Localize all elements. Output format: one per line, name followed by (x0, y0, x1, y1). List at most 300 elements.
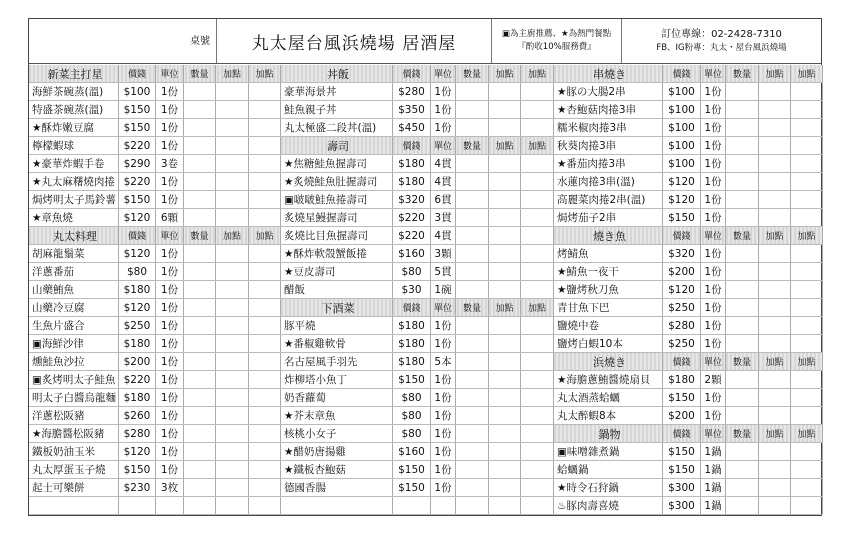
quantity-field[interactable] (456, 227, 489, 244)
section-header (554, 227, 823, 245)
add-order-field[interactable] (216, 353, 249, 370)
add-order-field[interactable] (759, 479, 791, 496)
add-order-field[interactable] (249, 281, 281, 298)
quantity-field[interactable] (456, 371, 489, 388)
add-order-field[interactable] (216, 209, 249, 226)
item-price: $180 (393, 155, 431, 172)
menu-item-row (281, 191, 554, 209)
quantity-field[interactable] (184, 407, 216, 424)
quantity-field[interactable] (726, 407, 759, 424)
add-order-field[interactable] (521, 317, 554, 334)
add-order-field[interactable] (791, 335, 823, 352)
add-order-field[interactable] (249, 173, 281, 190)
item-price: $230 (119, 479, 156, 496)
add-order-header: 加點 (791, 227, 823, 244)
add-order-field[interactable] (489, 335, 521, 352)
item-name: 名古屋風手羽先 (281, 353, 393, 370)
add-order-field[interactable] (759, 155, 791, 172)
add-order-field[interactable] (489, 191, 521, 208)
item-unit: 1份 (431, 317, 456, 334)
add-order-field[interactable] (521, 425, 554, 442)
quantity-field[interactable] (726, 137, 759, 154)
quantity-field[interactable] (726, 497, 759, 514)
item-price: $280 (393, 83, 431, 100)
add-order-header: 加點 (791, 425, 823, 442)
add-order-field[interactable] (216, 155, 249, 172)
add-order-field[interactable] (521, 263, 554, 280)
item-name: 水蓮肉捲3串(溫) (554, 173, 663, 190)
section-header (554, 65, 823, 83)
add-order-field[interactable] (791, 173, 823, 190)
item-price: $200 (663, 263, 701, 280)
quantity-field[interactable] (726, 83, 759, 100)
menu-item-row (29, 83, 281, 101)
add-order-field[interactable] (521, 155, 554, 172)
add-order-field[interactable] (489, 119, 521, 136)
item-unit: 1份 (701, 407, 726, 424)
section-title: 丸太料理 (29, 227, 119, 244)
add-order-field[interactable] (791, 155, 823, 172)
item-name: 豚平燒 (281, 317, 393, 334)
add-order-field[interactable] (791, 119, 823, 136)
menu-item-row (281, 407, 554, 425)
add-order-field[interactable] (791, 479, 823, 496)
item-name: 烤鯖魚 (554, 245, 663, 262)
add-order-field[interactable] (249, 407, 281, 424)
menu-table (28, 18, 822, 516)
quantity-field[interactable] (726, 281, 759, 298)
menu-item-row (29, 119, 281, 137)
add-order-field[interactable] (216, 83, 249, 100)
item-price: $260 (119, 407, 156, 424)
item-price: $350 (393, 101, 431, 118)
add-order-field[interactable] (489, 281, 521, 298)
item-name: 糯米椒肉捲3串 (554, 119, 663, 136)
item-unit: 1份 (156, 101, 184, 118)
quantity-field[interactable] (456, 389, 489, 406)
quantity-field[interactable] (456, 353, 489, 370)
item-unit: 3顆 (431, 245, 456, 262)
add-order-field[interactable] (249, 263, 281, 280)
quantity-field[interactable] (456, 209, 489, 226)
service-charge-note: 『酌收10%服務費』 (517, 42, 596, 52)
add-order-field[interactable] (489, 371, 521, 388)
add-order-field[interactable] (489, 245, 521, 262)
item-price: $150 (663, 209, 701, 226)
add-order-field[interactable] (791, 389, 823, 406)
quantity-field[interactable] (184, 119, 216, 136)
quantity-field[interactable] (456, 101, 489, 118)
add-order-field[interactable] (521, 443, 554, 460)
add-order-field[interactable] (759, 209, 791, 226)
add-order-field[interactable] (759, 389, 791, 406)
quantity-field[interactable] (456, 263, 489, 280)
add-order-field[interactable] (759, 461, 791, 478)
item-price: $180 (393, 353, 431, 370)
item-name: ★鹽烤秋刀魚 (554, 281, 663, 298)
item-unit: 1份 (156, 299, 184, 316)
quantity-field[interactable] (456, 461, 489, 478)
add-order-field[interactable] (249, 137, 281, 154)
quantity-field[interactable] (726, 335, 759, 352)
add-order-field[interactable] (216, 281, 249, 298)
add-order-field[interactable] (759, 83, 791, 100)
item-unit: 1份 (156, 173, 184, 190)
add-order-field[interactable] (791, 101, 823, 118)
item-unit: 1份 (156, 371, 184, 388)
item-unit: 1份 (701, 137, 726, 154)
add-order-field[interactable] (216, 335, 249, 352)
quantity-field[interactable] (184, 263, 216, 280)
quantity-field[interactable] (726, 299, 759, 316)
item-name: ▣啵啵鮭魚捲壽司 (281, 191, 393, 208)
item-price: $180 (393, 173, 431, 190)
add-order-field[interactable] (759, 335, 791, 352)
add-order-field[interactable] (521, 479, 554, 496)
item-unit: 1份 (701, 209, 726, 226)
add-order-field[interactable] (521, 83, 554, 100)
quantity-field[interactable] (456, 281, 489, 298)
add-order-field[interactable] (521, 173, 554, 190)
add-order-field[interactable] (521, 335, 554, 352)
item-name: 焗烤茄子2串 (554, 209, 663, 226)
add-order-field[interactable] (249, 353, 281, 370)
quantity-field[interactable] (184, 335, 216, 352)
menu-item-row (554, 191, 823, 209)
add-order-field[interactable] (759, 263, 791, 280)
add-order-field[interactable] (489, 353, 521, 370)
add-order-field[interactable] (489, 443, 521, 460)
quantity-field[interactable] (456, 245, 489, 262)
add-order-field[interactable] (216, 371, 249, 388)
item-unit: 1份 (701, 389, 726, 406)
add-order-field[interactable] (791, 263, 823, 280)
add-order-field[interactable] (791, 461, 823, 478)
add-order-field[interactable] (489, 227, 521, 244)
quantity-header: 數量 (726, 227, 759, 244)
add-order-field[interactable] (521, 461, 554, 478)
item-price: $220 (119, 173, 156, 190)
quantity-field[interactable] (456, 497, 489, 514)
quantity-field[interactable] (456, 83, 489, 100)
add-order-field[interactable] (759, 173, 791, 190)
quantity-field[interactable] (184, 191, 216, 208)
add-order-field[interactable] (249, 83, 281, 100)
quantity-field[interactable] (456, 191, 489, 208)
item-price: $290 (119, 155, 156, 172)
item-unit: 4貫 (431, 227, 456, 244)
add-order-field[interactable] (791, 443, 823, 460)
add-order-field[interactable] (521, 281, 554, 298)
item-unit: 1份 (156, 335, 184, 352)
add-order-field[interactable] (216, 317, 249, 334)
add-order-field[interactable] (521, 119, 554, 136)
quantity-field[interactable] (726, 101, 759, 118)
quantity-field[interactable] (184, 173, 216, 190)
add-order-field[interactable] (489, 389, 521, 406)
quantity-field[interactable] (184, 209, 216, 226)
quantity-field[interactable] (726, 389, 759, 406)
quantity-field[interactable] (184, 371, 216, 388)
add-order-field[interactable] (759, 119, 791, 136)
quantity-field[interactable] (184, 461, 216, 478)
add-order-field[interactable] (521, 191, 554, 208)
quantity-field[interactable] (726, 461, 759, 478)
quantity-field[interactable] (184, 281, 216, 298)
quantity-field[interactable] (184, 425, 216, 442)
menu-item-row (29, 263, 281, 281)
quantity-header: 數量 (726, 425, 759, 442)
menu-item-row (29, 461, 281, 479)
item-name: 鹽燒中卷 (554, 317, 663, 334)
item-name: 炙燒比目魚握壽司 (281, 227, 393, 244)
add-order-field[interactable] (216, 173, 249, 190)
add-order-field[interactable] (216, 137, 249, 154)
quantity-field[interactable] (184, 389, 216, 406)
add-order-field[interactable] (249, 245, 281, 262)
quantity-field[interactable] (456, 155, 489, 172)
quantity-field[interactable] (184, 353, 216, 370)
item-unit: 1份 (156, 353, 184, 370)
item-name: 炸柳塔小魚丁 (281, 371, 393, 388)
item-price: $100 (663, 119, 701, 136)
quantity-field[interactable] (726, 317, 759, 334)
add-order-field[interactable] (249, 101, 281, 118)
add-order-field[interactable] (249, 479, 281, 496)
add-order-field[interactable] (249, 299, 281, 316)
quantity-field[interactable] (184, 245, 216, 262)
item-price: $150 (663, 461, 701, 478)
item-price: $150 (393, 371, 431, 388)
quantity-field[interactable] (184, 101, 216, 118)
sheet-header (29, 19, 821, 64)
add-order-field[interactable] (521, 353, 554, 370)
quantity-field[interactable] (726, 209, 759, 226)
item-price: $80 (393, 425, 431, 442)
add-order-header: 加點 (759, 425, 791, 442)
restaurant-title: 丸太屋台風浜燒場 居酒屋 (251, 33, 457, 54)
add-order-field[interactable] (249, 425, 281, 442)
add-order-field[interactable] (791, 497, 823, 514)
add-order-field[interactable] (216, 101, 249, 118)
section-title: 燒き魚 (554, 227, 663, 244)
add-order-field[interactable] (216, 245, 249, 262)
item-price: $150 (393, 479, 431, 496)
item-price: $120 (663, 191, 701, 208)
quantity-field[interactable] (726, 155, 759, 172)
add-order-field[interactable] (249, 371, 281, 388)
add-order-field[interactable] (521, 407, 554, 424)
add-order-field[interactable] (759, 245, 791, 262)
menu-item-row (281, 443, 554, 461)
add-order-field[interactable] (521, 371, 554, 388)
add-order-field[interactable] (521, 209, 554, 226)
add-order-field[interactable] (249, 209, 281, 226)
add-order-field[interactable] (791, 191, 823, 208)
item-unit: 1份 (431, 425, 456, 442)
add-order-header: 加點 (216, 227, 249, 244)
add-order-field[interactable] (489, 209, 521, 226)
add-order-field[interactable] (791, 137, 823, 154)
add-order-field[interactable] (521, 101, 554, 118)
quantity-field[interactable] (184, 155, 216, 172)
menu-item-row (554, 101, 823, 119)
menu-item-row (554, 137, 823, 155)
section-title: 新菜主打星 (29, 65, 119, 82)
quantity-field[interactable] (456, 407, 489, 424)
add-order-field[interactable] (216, 263, 249, 280)
item-name: 洋蔥松阪豬 (29, 407, 119, 424)
add-order-field[interactable] (249, 497, 281, 514)
add-order-field[interactable] (759, 497, 791, 514)
section-header (29, 65, 281, 83)
add-order-field[interactable] (791, 317, 823, 334)
quantity-field[interactable] (184, 137, 216, 154)
quantity-field[interactable] (456, 443, 489, 460)
add-order-field[interactable] (216, 497, 249, 514)
add-order-field[interactable] (521, 227, 554, 244)
add-order-field[interactable] (759, 371, 791, 388)
quantity-field[interactable] (456, 119, 489, 136)
add-order-field[interactable] (489, 155, 521, 172)
item-name: ★焦糖鮭魚握壽司 (281, 155, 393, 172)
add-order-field[interactable] (249, 443, 281, 460)
item-unit: 1份 (156, 245, 184, 262)
add-order-field[interactable] (216, 407, 249, 424)
item-price: $120 (663, 173, 701, 190)
item-unit: 1份 (701, 335, 726, 352)
add-order-field[interactable] (759, 443, 791, 460)
add-order-field[interactable] (216, 461, 249, 478)
add-order-field[interactable] (489, 101, 521, 118)
add-order-field[interactable] (216, 425, 249, 442)
quantity-field[interactable] (184, 317, 216, 334)
menu-item-row (281, 281, 554, 299)
add-order-field[interactable] (249, 461, 281, 478)
add-order-header: 加點 (521, 65, 554, 82)
item-price: $320 (393, 191, 431, 208)
quantity-field[interactable] (726, 245, 759, 262)
item-unit: 1份 (701, 299, 726, 316)
menu-item-row (281, 479, 554, 497)
section-title: 下酒菜 (281, 299, 393, 316)
quantity-field[interactable] (456, 173, 489, 190)
add-order-field[interactable] (791, 407, 823, 424)
add-order-field[interactable] (216, 443, 249, 460)
add-order-field[interactable] (521, 245, 554, 262)
quantity-field[interactable] (726, 173, 759, 190)
add-order-field[interactable] (249, 191, 281, 208)
add-order-field[interactable] (489, 479, 521, 496)
item-price: $120 (119, 209, 156, 226)
add-order-field[interactable] (249, 389, 281, 406)
add-order-field[interactable] (249, 317, 281, 334)
add-order-field[interactable] (216, 299, 249, 316)
add-order-field[interactable] (489, 407, 521, 424)
item-unit (156, 497, 184, 514)
quantity-field[interactable] (184, 497, 216, 514)
add-order-field[interactable] (249, 119, 281, 136)
add-order-field[interactable] (759, 299, 791, 316)
add-order-field[interactable] (759, 191, 791, 208)
quantity-field[interactable] (456, 335, 489, 352)
add-order-field[interactable] (489, 461, 521, 478)
item-price: $220 (393, 209, 431, 226)
add-order-field[interactable] (791, 245, 823, 262)
add-order-field[interactable] (489, 497, 521, 514)
unit-header: 單位 (431, 299, 456, 316)
add-order-field[interactable] (759, 137, 791, 154)
quantity-field[interactable] (726, 479, 759, 496)
add-order-field[interactable] (759, 407, 791, 424)
menu-item-row (554, 209, 823, 227)
quantity-field[interactable] (184, 443, 216, 460)
price-header: 價錢 (393, 299, 431, 316)
add-order-field[interactable] (216, 191, 249, 208)
add-order-field[interactable] (489, 263, 521, 280)
add-order-field[interactable] (791, 299, 823, 316)
item-name: 蛤蠣鍋 (554, 461, 663, 478)
quantity-field[interactable] (456, 317, 489, 334)
item-unit: 1份 (701, 83, 726, 100)
quantity-field[interactable] (184, 299, 216, 316)
quantity-header: 數量 (456, 137, 489, 154)
menu-item-row (554, 263, 823, 281)
quantity-field[interactable] (726, 443, 759, 460)
item-name: 秋葵肉捲3串 (554, 137, 663, 154)
menu-column-2 (281, 65, 554, 515)
item-price: $180 (663, 371, 701, 388)
quantity-field[interactable] (726, 191, 759, 208)
add-order-field[interactable] (489, 425, 521, 442)
item-name: ★醋奶唐揚雞 (281, 443, 393, 460)
quantity-field[interactable] (456, 479, 489, 496)
add-order-field[interactable] (216, 479, 249, 496)
section-header (29, 227, 281, 245)
quantity-field[interactable] (184, 479, 216, 496)
add-order-field[interactable] (791, 209, 823, 226)
add-order-field[interactable] (216, 389, 249, 406)
add-order-field[interactable] (489, 173, 521, 190)
item-unit (431, 497, 456, 514)
add-order-field[interactable] (791, 83, 823, 100)
quantity-field[interactable] (726, 371, 759, 388)
add-order-field[interactable] (521, 497, 554, 514)
table-number-cell[interactable] (29, 19, 216, 63)
add-order-field[interactable] (759, 317, 791, 334)
add-order-field[interactable] (489, 317, 521, 334)
add-order-field[interactable] (249, 155, 281, 172)
item-unit: 1份 (431, 83, 456, 100)
add-order-field[interactable] (759, 281, 791, 298)
item-price: $150 (119, 101, 156, 118)
add-order-field[interactable] (489, 83, 521, 100)
item-name: 胡麻龍鬚菜 (29, 245, 119, 262)
quantity-field[interactable] (456, 425, 489, 442)
add-order-field[interactable] (791, 281, 823, 298)
add-order-field[interactable] (759, 101, 791, 118)
menu-item-row (554, 443, 823, 461)
add-order-field[interactable] (216, 119, 249, 136)
quantity-field[interactable] (726, 119, 759, 136)
add-order-field[interactable] (521, 389, 554, 406)
menu-item-row (554, 389, 823, 407)
add-order-field[interactable] (249, 335, 281, 352)
quantity-field[interactable] (726, 263, 759, 280)
item-price: $120 (119, 299, 156, 316)
add-order-field[interactable] (791, 371, 823, 388)
quantity-field[interactable] (184, 83, 216, 100)
